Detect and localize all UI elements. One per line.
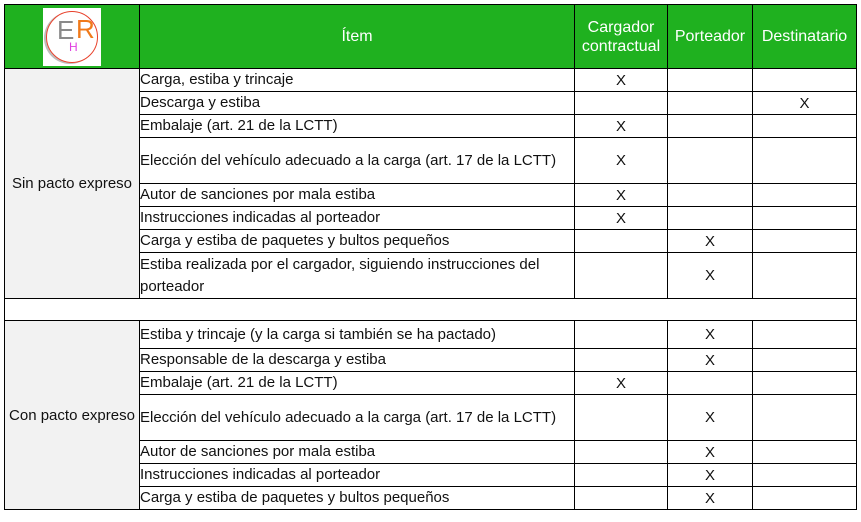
porteador-cell: X [668, 230, 753, 253]
porteador-cell: X [668, 349, 753, 372]
porteador-cell: X [668, 487, 753, 510]
cargador-cell: X [575, 207, 668, 230]
destinatario-cell [753, 230, 857, 253]
destinatario-cell [753, 349, 857, 372]
cargador-cell: X [575, 184, 668, 207]
porteador-cell: X [668, 321, 753, 349]
cargador-cell [575, 253, 668, 299]
cargador-cell: X [575, 372, 668, 395]
header-destinatario: Destinatario [753, 5, 857, 69]
porteador-cell: X [668, 253, 753, 299]
group-label-con-pacto: Con pacto expreso [5, 321, 140, 510]
cargador-cell [575, 464, 668, 487]
porteador-cell [668, 138, 753, 184]
porteador-cell [668, 207, 753, 230]
destinatario-cell [753, 253, 857, 299]
cargador-cell [575, 349, 668, 372]
destinatario-cell: X [753, 92, 857, 115]
porteador-cell [668, 115, 753, 138]
item-cell: Embalaje (art. 21 de la LCTT) [140, 115, 575, 138]
item-cell: Carga y estiba de paquetes y bultos pequeños [140, 230, 575, 253]
destinatario-cell [753, 395, 857, 441]
logo-letter-r: R [76, 13, 95, 44]
destinatario-cell [753, 441, 857, 464]
cargador-cell [575, 487, 668, 510]
porteador-cell: X [668, 395, 753, 441]
responsibility-table [4, 4, 857, 510]
cargador-cell [575, 230, 668, 253]
porteador-cell [668, 92, 753, 115]
cargador-cell [575, 321, 668, 349]
item-cell: Elección del vehículo adecuado a la carga (art. 17 de la LCTT) [140, 395, 575, 441]
destinatario-cell [753, 487, 857, 510]
item-cell: Instrucciones indicadas al porteador [140, 207, 575, 230]
porteador-cell [668, 372, 753, 395]
item-cell: Autor de sanciones por mala estiba [140, 441, 575, 464]
item-cell: Estiba y trincaje (y la carga si también se ha pactado) [140, 321, 575, 349]
item-cell: Autor de sanciones por mala estiba [140, 184, 575, 207]
cargador-cell [575, 441, 668, 464]
header-item: Ítem [140, 5, 575, 69]
item-cell: Instrucciones indicadas al porteador [140, 464, 575, 487]
item-cell: Estiba realizada por el cargador, siguiendo instrucciones del porteador [140, 253, 575, 299]
destinatario-cell [753, 372, 857, 395]
item-cell: Responsable de la descarga y estiba [140, 349, 575, 372]
cargador-cell: X [575, 69, 668, 92]
destinatario-cell [753, 464, 857, 487]
group-label-sin-pacto: Sin pacto expreso [5, 69, 140, 299]
header-cargador: Cargador contractual [575, 5, 668, 69]
logo-letter-e: E [57, 14, 75, 45]
spacer-cell [5, 299, 857, 321]
item-cell: Carga, estiba y trincaje [140, 69, 575, 92]
porteador-cell [668, 69, 753, 92]
destinatario-cell [753, 69, 857, 92]
logo-letter-h: H [69, 39, 78, 54]
logo-cell [5, 5, 140, 69]
table-row [5, 321, 857, 349]
destinatario-cell [753, 321, 857, 349]
destinatario-cell [753, 115, 857, 138]
cargador-cell [575, 92, 668, 115]
item-cell: Descarga y estiba [140, 92, 575, 115]
porteador-cell: X [668, 441, 753, 464]
porteador-cell [668, 184, 753, 207]
destinatario-cell [753, 184, 857, 207]
ehr-logo [43, 8, 101, 66]
porteador-cell: X [668, 464, 753, 487]
spacer-row [5, 299, 857, 321]
destinatario-cell [753, 207, 857, 230]
destinatario-cell [753, 138, 857, 184]
item-cell: Embalaje (art. 21 de la LCTT) [140, 372, 575, 395]
item-cell: Elección del vehículo adecuado a la carga (art. 17 de la LCTT) [140, 138, 575, 184]
cargador-cell: X [575, 138, 668, 184]
header-row [5, 5, 857, 69]
header-porteador: Porteador [668, 5, 753, 69]
cargador-cell [575, 395, 668, 441]
table-row [5, 69, 857, 92]
item-cell: Carga y estiba de paquetes y bultos pequeños [140, 487, 575, 510]
cargador-cell: X [575, 115, 668, 138]
